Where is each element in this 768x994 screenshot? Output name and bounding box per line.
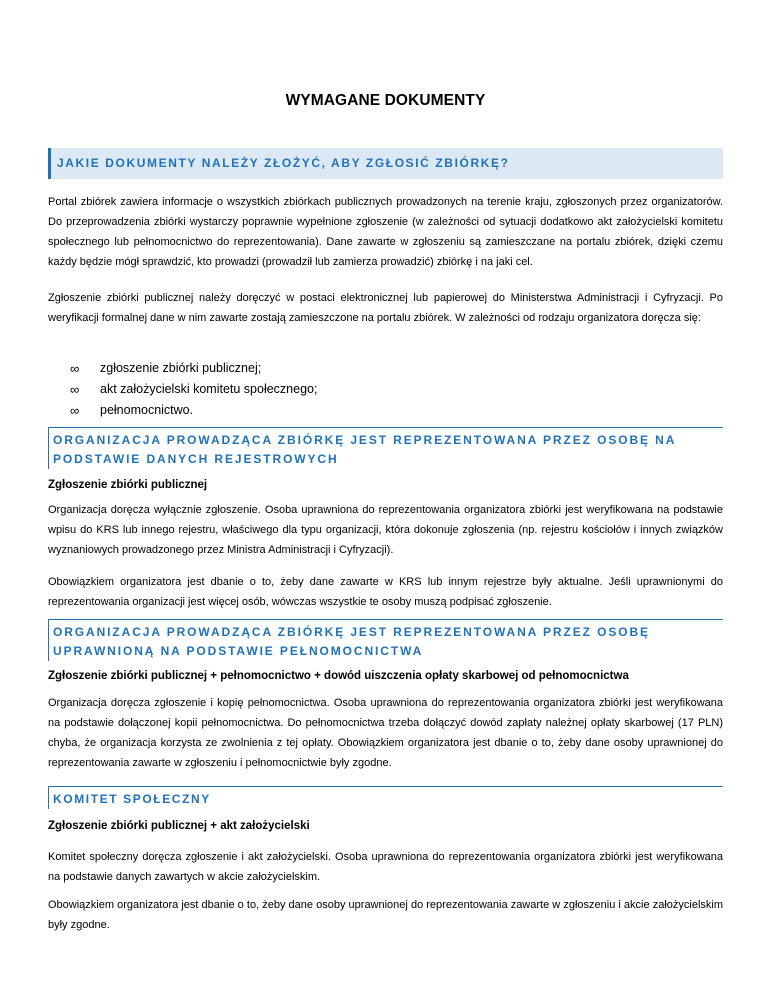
section-heading-registry: ORGANIZACJA PROWADZĄCA ZBIÓRKĘ JEST REPREZENTOWANA PRZEZ OSOBĘ NA PODSTAWIE DANYCH REJESTROWYCH [48, 427, 723, 469]
infinity-bullet-icon: ∞ [70, 403, 80, 418]
list-item [48, 379, 317, 400]
section-heading-committee: KOMITET SPOŁECZNY [48, 786, 723, 809]
list-item [48, 400, 317, 421]
registry-paragraph-1: Organizacja doręcza wyłącznie zgłoszenie. Osoba uprawniona do reprezentowania organizatora zbiórki jest weryfikowana na podstawie wpisu do KRS lub innego rejestru, właściwego dla typu organizacji, która dokonuje zgłoszenia (np. rejestru kościołów i innych związków wyznaniowych prowadzonego przez Ministra Administracji i Cyfryzacji). [48, 504, 723, 556]
subheading-registry: Zgłoszenie zbiórki publicznej [48, 479, 208, 491]
list-item [48, 358, 317, 379]
page-title: WYMAGANE DOKUMENTY [285, 92, 486, 109]
list-item-label: akt założycielski komitetu społecznego; [100, 382, 318, 396]
subheading-power-of-attorney: Zgłoszenie zbiórki publicznej + pełnomocnictwo + dowód uiszczenia opłaty skarbowej od pełnomocnictwa [48, 670, 629, 682]
subheading-committee: Zgłoszenie zbiórki publicznej + akt założycielski [48, 820, 310, 832]
list-item-label: zgłoszenie zbiórki publicznej; [100, 361, 262, 375]
required-documents-list [48, 358, 317, 421]
committee-paragraph-1: Komitet społeczny doręcza zgłoszenie i akt założycielski. Osoba uprawniona do reprezentowania organizatora zbiórki jest weryfikowana na podstawie danych zawartych w akcie założycielskim. [48, 851, 723, 883]
list-item-label: pełnomocnictwo. [100, 403, 194, 417]
section-heading-documents: JAKIE DOKUMENTY NALEŻY ZŁOŻYĆ, ABY ZGŁOSIĆ ZBIÓRKĘ? [48, 148, 723, 179]
registry-paragraph-2: Obowiązkiem organizatora jest dbanie o to, żeby dane zawarte w KRS lub innym rejestrze były aktualne. Jeśli uprawnionymi do reprezentowania organizacji jest więcej osób, wówczas wszystkie te osoby muszą podpisać zgłoszenie. [48, 576, 723, 608]
committee-paragraph-2: Obowiązkiem organizatora jest dbanie o to, żeby dane osoby uprawnionej do reprezentowania zawarte w zgłoszeniu i akcie założycielskim były zgodne. [48, 899, 723, 931]
infinity-bullet-icon: ∞ [70, 382, 80, 397]
infinity-bullet-icon: ∞ [70, 361, 80, 376]
power-of-attorney-paragraph: Organizacja doręcza zgłoszenie i kopię pełnomocnictwa. Osoba uprawniona do reprezentowania organizatora zbiórki jest weryfikowana na podstawie dołączonej kopii pełnomocnictwa. Do pełnomocnictwa trzeba dołączyć dowód zapłaty należnej opłaty skarbowej (17 PLN) chyba, że organizacja korzysta ze zwolnienia z tej opłaty. Obowiązkiem organizatora jest dbanie o to, żeby dane osoby uprawnionej do reprezentowania zawarte w zgłoszeniu i pełnomocnictwie były zgodne. [48, 697, 723, 769]
intro-paragraph: Portal zbiórek zawiera informacje o wszystkich zbiórkach publicznych prowadzonych na terenie kraju, zgłoszonych przez organizatorów. Do przeprowadzenia zbiórki wystarczy poprawnie wypełnione zgłoszenie (w zależności od sytuacji dodatkowo akt założycielski komitetu społecznego lub pełnomocnictwo do reprezentowania). Dane zawarte w zgłoszeniu są zamieszczane na portalu zbiórek, dzięki czemu każdy będzie mógł sprawdzić, kto prowadzi (prowadził lub zamierza prowadzić) zbiórkę i na jaki cel. [48, 196, 723, 268]
section-heading-power-of-attorney: ORGANIZACJA PROWADZĄCA ZBIÓRKĘ JEST REPREZENTOWANA PRZEZ OSOBĘ UPRAWNIONĄ NA PODSTAWIE PEŁNOMOCNICTWA [48, 619, 723, 661]
delivery-paragraph: Zgłoszenie zbiórki publicznej należy doręczyć w postaci elektronicznej lub papierowej do Ministerstwa Administracji i Cyfryzacji. Po weryfikacji formalnej dane w nim zawarte zostają zamieszczone na portalu zbiórek. W zależności od rodzaju organizatora doręcza się: [48, 292, 723, 324]
